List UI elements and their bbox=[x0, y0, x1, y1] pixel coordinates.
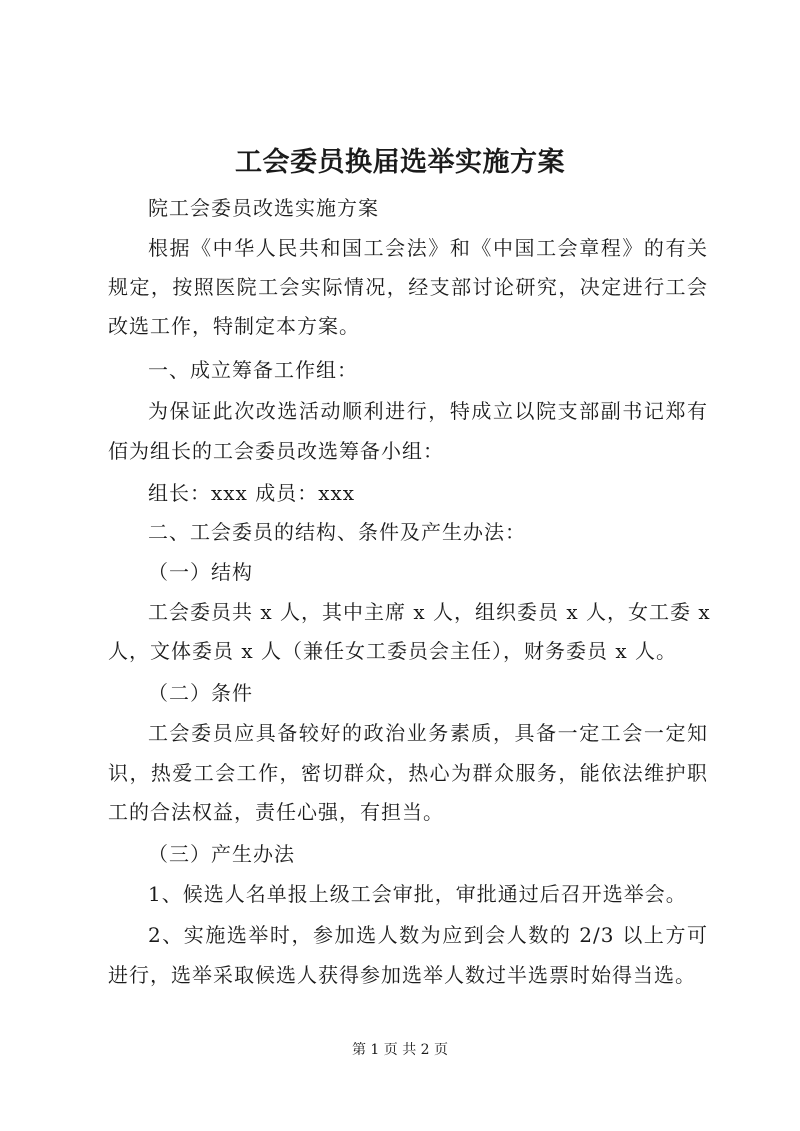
paragraph-line: 进行，选举采取候选人获得参加选举人数过半选票时始得当选。 bbox=[108, 963, 696, 987]
subtitle-line: 院工会委员改选实施方案 bbox=[148, 196, 379, 220]
paragraph-line: 工会委员共 x 人，其中主席 x 人，组织委员 x 人，女工委 x bbox=[148, 600, 711, 624]
paragraph-line: 人，文体委员 x 人（兼任女工委员会主任），财务委员 x 人。 bbox=[108, 639, 677, 663]
paragraph-line: 根据《中华人民共和国工会法》和《中国工会章程》的有关 bbox=[148, 236, 708, 260]
paragraph-line: 2、实施选举时，参加选人数为应到会人数的 2/3 以上方可 bbox=[148, 923, 708, 947]
section-heading: 一、成立筹备工作组： bbox=[148, 358, 358, 382]
paragraph-line: 为保证此次改选活动顺利进行，特成立以院支部副书记郑有 bbox=[148, 399, 708, 423]
paragraph-line: 规定，按照医院工会实际情况，经支部讨论研究，决定进行工会 bbox=[108, 275, 708, 299]
paragraph-line: 工的合法权益，责任心强，有担当。 bbox=[108, 800, 444, 824]
subsection-heading: （三）产生办法 bbox=[148, 842, 295, 866]
subsection-heading: （二）条件 bbox=[148, 681, 253, 705]
paragraph-line: 1、候选人名单报上级工会审批，审批通过后召开选举会。 bbox=[148, 882, 687, 906]
page-number: 第 1 页 共 2 页 bbox=[351, 1042, 449, 1058]
paragraph-line: 组长：xxx 成员：xxx bbox=[148, 481, 356, 505]
subsection-heading: （一）结构 bbox=[148, 560, 253, 584]
paragraph-line: 识，热爱工会工作，密切群众，热心为群众服务，能依法维护职 bbox=[108, 761, 708, 785]
paragraph-line: 工会委员应具备较好的政治业务素质，具备一定工会一定知 bbox=[148, 721, 708, 745]
paragraph-line: 改选工作，特制定本方案。 bbox=[108, 314, 360, 338]
document-title: 工会委员换届选举实施方案 bbox=[235, 147, 565, 178]
paragraph-line: 佰为组长的工会委员改选筹备小组： bbox=[108, 439, 444, 463]
section-heading: 二、工会委员的结构、条件及产生办法： bbox=[148, 520, 526, 544]
